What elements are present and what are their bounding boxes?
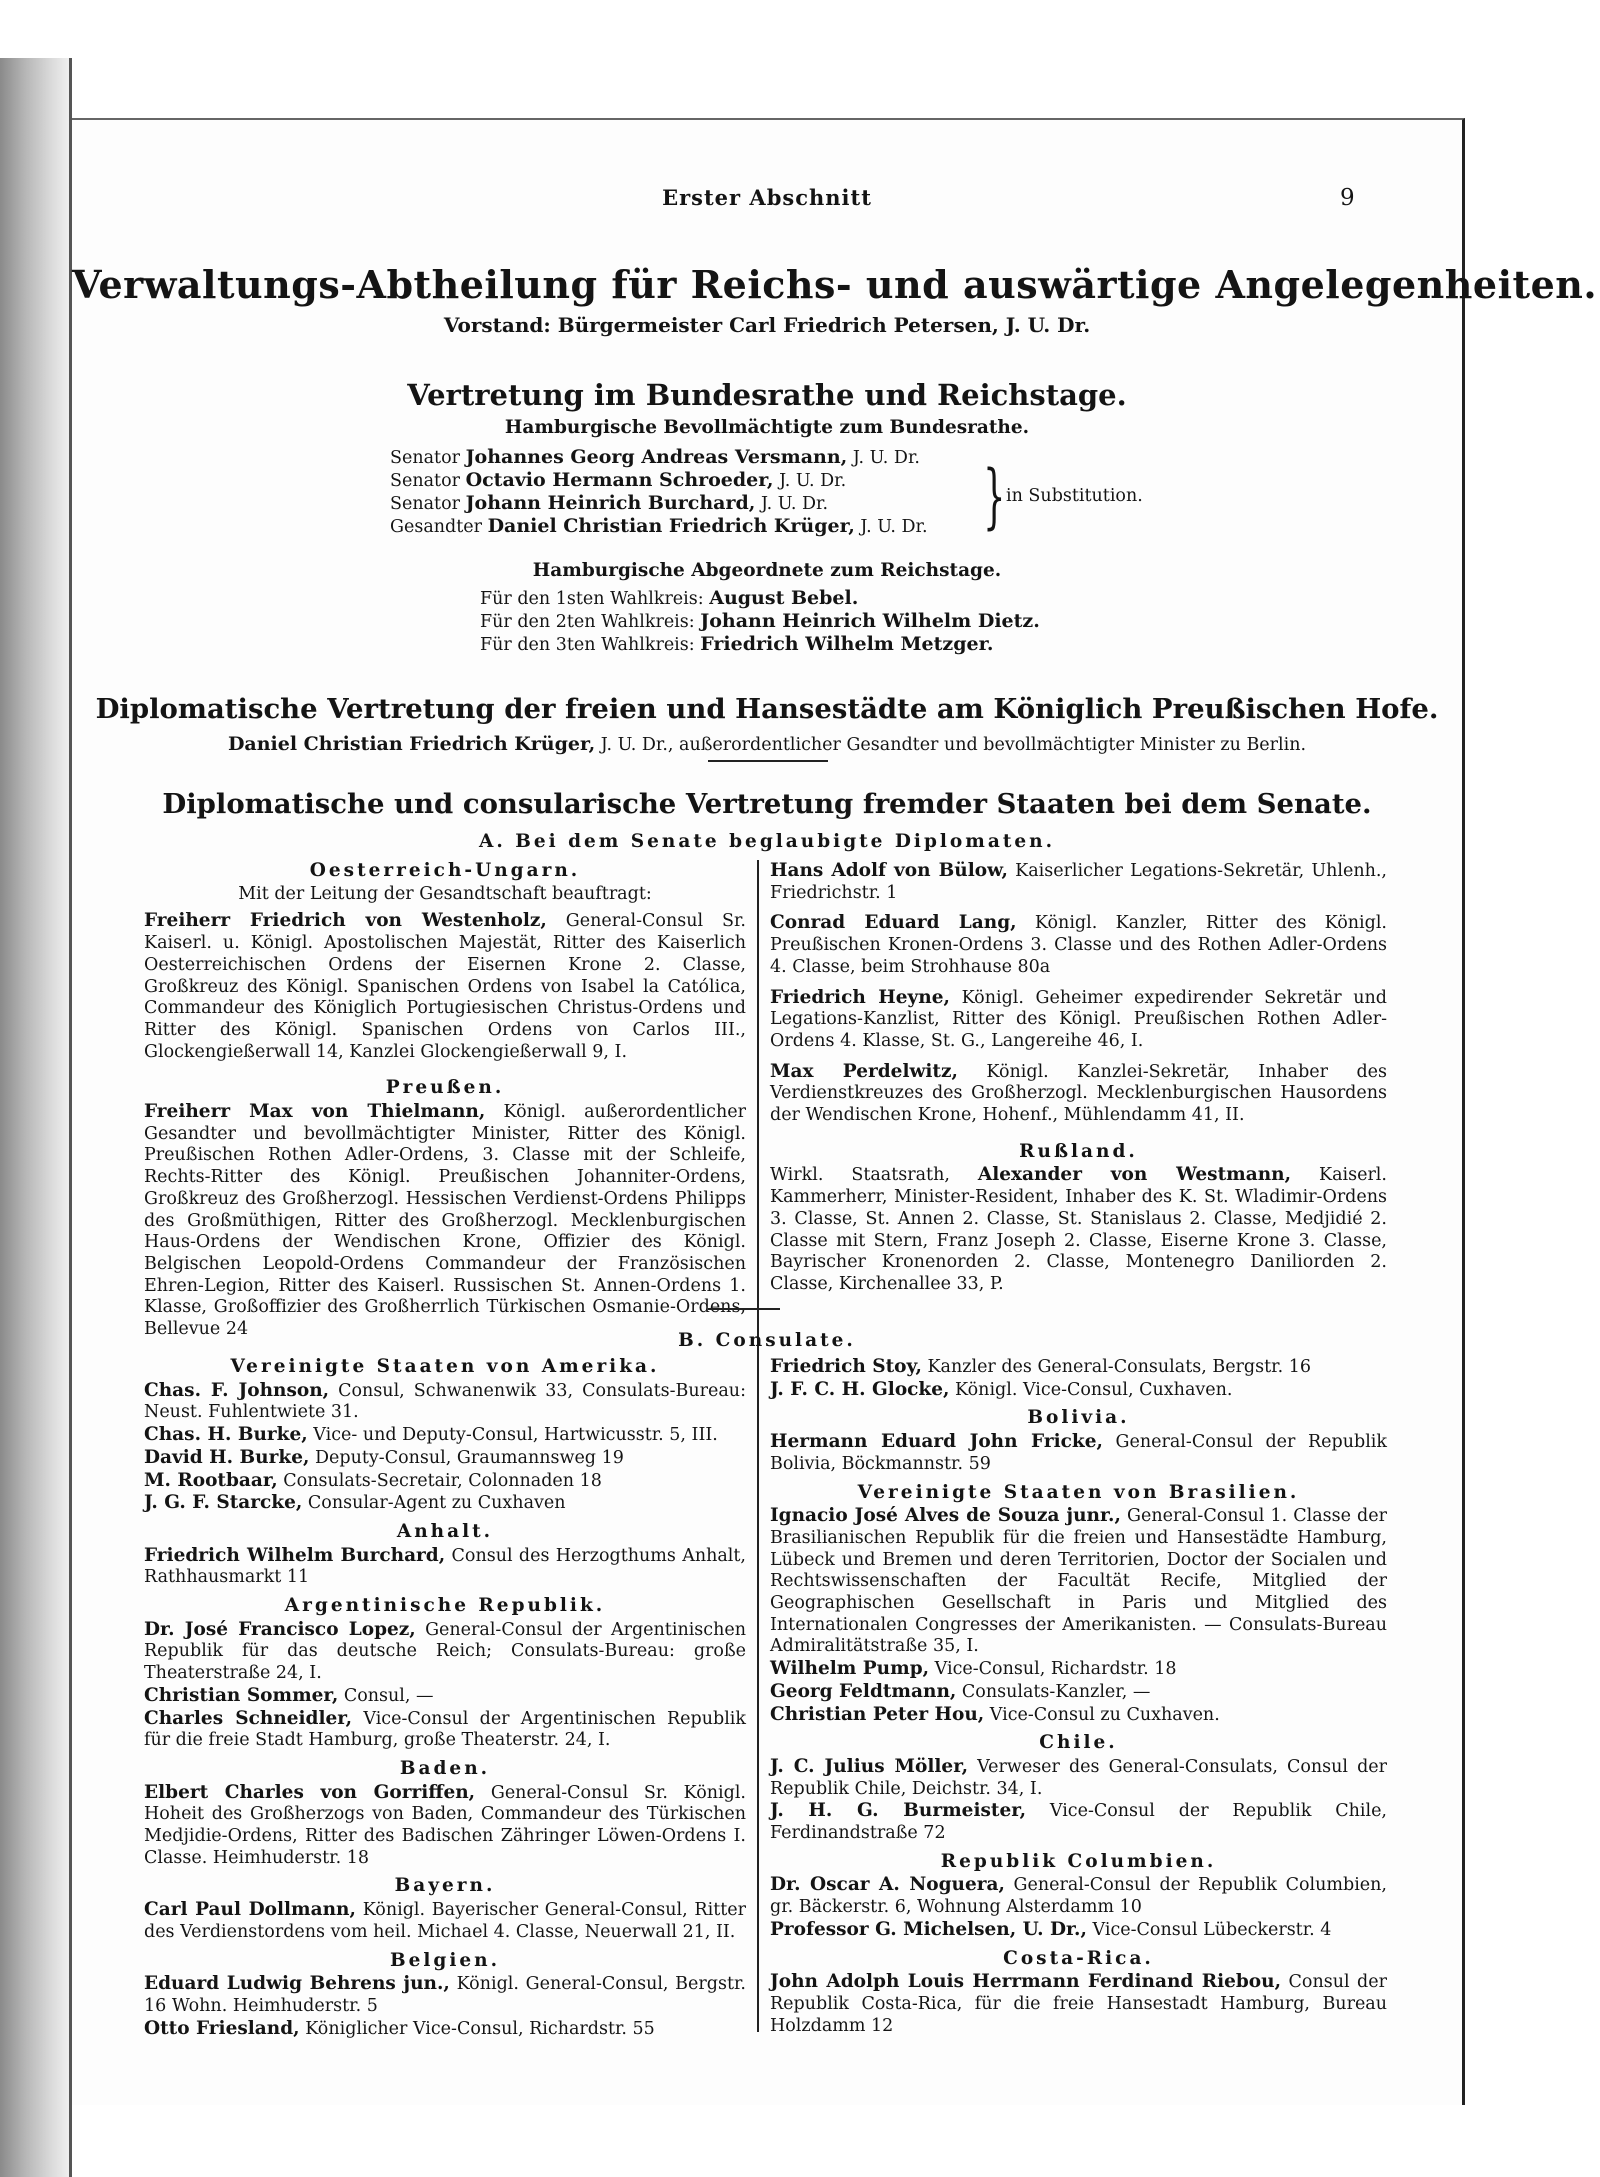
foreign-heading: Diplomatische und consularische Vertretung fremder Staaten bei dem Senate. — [162, 788, 1372, 820]
reichstag-list — [480, 587, 1040, 656]
column-divider — [757, 860, 759, 1360]
country-heading: Baden. — [399, 1757, 491, 1779]
list-item: Friedrich Heyne, Königl. Geheimer expedirender Sekretär und Legations-Kanzlist, Ritter des Königl. Preußischen Rothen Adler-Ordens 4. Klasse, St. G., Langereihe 46, I. — [770, 986, 1387, 1051]
country-heading: Vereinigte Staaten von Brasilien. — [857, 1481, 1300, 1503]
list-item: Freiherr Max von Thielmann, Königl. außerordentlicher Gesandter und bevollmächtigter Minister, Ritter des Königl. Preußischen Rothen Adler-Ordens, 3. Classe mit der Schleife, Rechts-Ritter des Königl. Preußischen Johanniter-Ordens, Großkreuz des Großherzogl. Hessischen Verdienst-Ordens Philipps des Großmüthigen, Ritter des Großherzogl. Mecklenburgischen Haus-Ordens der Wendischen Krone, Offizier des Königl. Belgischen Leopold-Ordens Commandeur der Französischen Ehren-Legion, Ritter des Kaiserl. Russischen St. Annen-Ordens 1. Klasse, Großoffizier des Großherrlich Türkischen Osmanie-Ordens, Bellevue 24 — [144, 1101, 746, 1340]
country-heading: Bolivia. — [1027, 1407, 1130, 1429]
country-heading: Anhalt. — [396, 1520, 494, 1542]
country-heading: Vereinigte Staaten von Amerika. — [230, 1356, 660, 1377]
country-heading: Rußland. — [1019, 1140, 1138, 1162]
director-line: Vorstand: Bürgermeister Carl Friedrich Petersen, J. U. Dr. — [443, 313, 1091, 337]
bundesrath-member: Senator Octavio Hermann Schroeder, J. U. Dr. — [390, 469, 847, 491]
list-item: Hans Adolf von Bülow, Kaiserlicher Legations-Sekretär, Uhlenh., Friedrichstr. 1 — [770, 860, 1387, 903]
list-item: Elbert Charles von Gorriffen, General-Consul Sr. Königl. Hoheit des Großherzogs von Baden, Commandeur des Türkischen Medjidie-Ordens, Ritter des Badischen Zähringer Löwen-Ordens I. Classe. Heimhuderstr. 18 — [144, 1781, 746, 1868]
list-item: Conrad Eduard Lang, Königl. Kanzler, Ritter des Königl. Preußischen Kronen-Ordens 3. Classe und des Rothen Adler-Ordens 4. Classe, beim Strohhause 80a — [770, 912, 1387, 977]
list-item: M. Rootbaar, Consulats-Secretair, Colonnaden 18 — [144, 1469, 602, 1491]
list-item: Eduard Ludwig Behrens jun., Königl. General-Consul, Bergstr. 16 Wohn. Heimhuderstr. 5 — [144, 1973, 746, 2016]
page-title: Verwaltungs-Abtheilung für Reichs- und auswärtige Angelegenheiten. — [72, 262, 1598, 307]
country-heading: Bayern. — [394, 1875, 496, 1897]
country-heading: Argentinische Republik. — [284, 1595, 606, 1617]
country-heading: Belgien. — [389, 1949, 501, 1971]
country-heading: Preußen. — [385, 1077, 505, 1099]
page-number: 9 — [1340, 185, 1355, 211]
list-item: Chas. H. Burke, Vice- und Deputy-Consul, Hartwicusstr. 5, III. — [144, 1424, 718, 1446]
list-item: Friedrich Wilhelm Burchard, Consul des Herzogthums Anhalt, Rathhausmarkt 11 — [144, 1544, 746, 1588]
list-item: Chas. F. Johnson, Consul, Schwanenwik 33, Consulats-Bureau: Neust. Fuhlentwiete 31. — [144, 1379, 746, 1423]
reichstag-subheading: Hamburgische Abgeordnete zum Reichstage. — [532, 560, 1002, 581]
bundesrath-heading: Vertretung im Bundesrathe und Reichstage. — [407, 378, 1127, 412]
bundesrath-member: Senator Johannes Georg Andreas Versmann, J. U. Dr. — [390, 446, 920, 468]
country-heading: Costa-Rica. — [1003, 1947, 1154, 1969]
list-item: Charles Schneidler, Vice-Consul der Argentinischen Republik für die freie Stadt Hamburg, große Theaterstr. 24, I. — [144, 1707, 746, 1751]
list-item: Ignacio José Alves de Souza junr., General-Consul 1. Classe der Brasilianischen Republik für die freien und Hansestädte Hamburg, Lübeck und Bremen und deren Territorien, Doctor der Socialen und Rechtswissenschaften der Facultät Recife, Mitglied der Geographischen Gesellschaft in Paris und Mitglied des Internationalen Congresses der Amerikanisten. — Consulats-Bureau Admiralitätstraße 35, I. — [770, 1505, 1387, 1657]
list-item: J. G. F. Starcke, Consular-Agent zu Cuxhaven — [144, 1492, 566, 1514]
list-item: John Adolph Louis Herrmann Ferdinand Riebou, Consul der Republik Costa-Rica, für die freie Hansestadt Hamburg, Bureau Holzdamm 12 — [770, 1971, 1387, 2036]
substitution-brace: } — [983, 455, 1006, 537]
list-item: Georg Feldtmann, Consulats-Kanzler, — — [770, 1680, 1151, 1702]
list-item: Otto Friesland, Königlicher Vice-Consul, Richardstr. 55 — [144, 2017, 655, 2039]
list-item: J. F. C. H. Glocke, Königl. Vice-Consul, Cuxhaven. — [770, 1378, 1233, 1400]
list-item: Professor G. Michelsen, U. Dr., Vice-Consul Lübeckerstr. 4 — [770, 1918, 1332, 1940]
list-item: Dr. José Francisco Lopez, General-Consul der Argentinischen Republik für das deutsche Reich; Consulats-Bureau: große Theaterstraße 24, I. — [144, 1618, 746, 1684]
list-item: Dr. Oscar A. Noguera, General-Consul der Republik Columbien, gr. Bäckerstr. 6, Wohnung Alsterdamm 10 — [770, 1874, 1387, 1918]
list-item: Wirkl. Staatsrath, Alexander von Westmann, Kaiserl. Kammerherr, Minister-Resident, Inhaber des K. St. Wladimir-Ordens 3. Classe, St. Annen 2. Classe, St. Stanislaus 2. Classe, Medjidié 2. Classe mit Stern, Franz Joseph 2. Classe, Eiserne Krone 3. Classe, Bayrischer Kronenorden 2. Classe, Montenegro Daniliorden 2. Classe, Kirchenallee 33, P. — [770, 1164, 1387, 1294]
reichstag-member: Für den 2ten Wahlkreis: Johann Heinrich Wilhelm Dietz. — [480, 610, 1040, 632]
list-item: Christian Sommer, Consul, — — [144, 1684, 434, 1706]
list-item: J. C. Julius Möller, Verweser des General-Consulats, Consul der Republik Chile, Deichstr. 34, I. — [770, 1755, 1387, 1799]
prussia-heading: Diplomatische Vertretung der freien und Hansestädte am Königlich Preußischen Hofe. — [95, 693, 1439, 725]
list-item: Carl Paul Dollmann, Königl. Bayerischer General-Consul, Ritter des Verdienstordens vom heil. Michael 4. Classe, Neuerwall 21, II. — [144, 1899, 746, 1942]
divider — [708, 760, 828, 762]
bundesrath-member: Gesandter Daniel Christian Friedrich Krüger, J. U. Dr. — [390, 515, 928, 537]
document-page — [72, 118, 1598, 2105]
list-item: Friedrich Stoy, Kanzler des General-Consulats, Bergstr. 16 — [770, 1356, 1311, 1377]
book-spine-shadow — [0, 58, 72, 2177]
substitution-note: in Substitution. — [1006, 486, 1143, 506]
list-item: Freiherr Friedrich von Westenholz, General-Consul Sr. Kaiserl. u. Königl. Apostolischen Majestät, Ritter des Kaiserlich Oesterreichischen Ordens der Eisernen Krone 2. Classe, Großkreuz des Königl. Spanischen Ordens von Isabel la Católica, Commandeur des Königlich Portugiesischen Christus-Ordens und Ritter des Königl. Spanischen Ordens von Carlos III., Glockengießerwall 14, Kanzlei Glockengießerwall 9, I. — [144, 910, 746, 1062]
section-b-heading: B. Consulate. — [678, 1330, 856, 1351]
section-a-left-column — [144, 860, 746, 1341]
section-b-left-column — [144, 1356, 746, 2040]
bundesrath-subheading: Hamburgische Bevollmächtigte zum Bundesrathe. — [504, 417, 1030, 438]
list-item: Max Perdelwitz, Königl. Kanzlei-Sekretär, Inhaber des Verdienstkreuzes des Großherzogl. Mecklenburgischen Hausordens der Wendischen Krone, Hohenf., Mühlendamm 41, II. — [770, 1060, 1387, 1126]
note: Mit der Leitung der Gesandtschaft beauftragt: — [238, 883, 652, 904]
section-a-heading: A. Bei dem Senate beglaubigte Diplomaten. — [478, 831, 1056, 852]
list-item: David H. Burke, Deputy-Consul, Graumannsweg 19 — [144, 1446, 624, 1468]
reichstag-member: Für den 3ten Wahlkreis: Friedrich Wilhelm Metzger. — [480, 633, 994, 655]
bundesrath-member: Senator Johann Heinrich Burchard, J. U. Dr. — [390, 492, 829, 514]
country-heading: Republik Columbien. — [940, 1850, 1217, 1872]
section-header: Erster Abschnitt — [662, 185, 872, 210]
bundesrath-list — [390, 446, 928, 538]
country-heading: Chile. — [1039, 1732, 1118, 1754]
country-heading: Oesterreich-Ungarn. — [309, 860, 581, 881]
reichstag-member: Für den 1sten Wahlkreis: August Bebel. — [480, 587, 859, 609]
list-item: Hermann Eduard John Fricke, General-Consul der Republik Bolivia, Böckmannstr. 59 — [770, 1431, 1387, 1474]
list-item: Wilhelm Pump, Vice-Consul, Richardstr. 18 — [770, 1658, 1177, 1680]
section-b-right-column — [770, 1356, 1387, 2037]
list-item: J. H. G. Burmeister, Vice-Consul der Republik Chile, Ferdinandstraße 72 — [770, 1800, 1387, 1844]
divider — [708, 1308, 780, 1310]
column-divider — [757, 1356, 759, 2032]
section-a-right-column — [770, 860, 1387, 1296]
list-item: Christian Peter Hou, Vice-Consul zu Cuxhaven. — [770, 1703, 1220, 1725]
prussia-representative: Daniel Christian Friedrich Krüger, J. U. Dr., außerordentlicher Gesandter und bevollmächtigter Minister zu Berlin. — [227, 733, 1307, 755]
